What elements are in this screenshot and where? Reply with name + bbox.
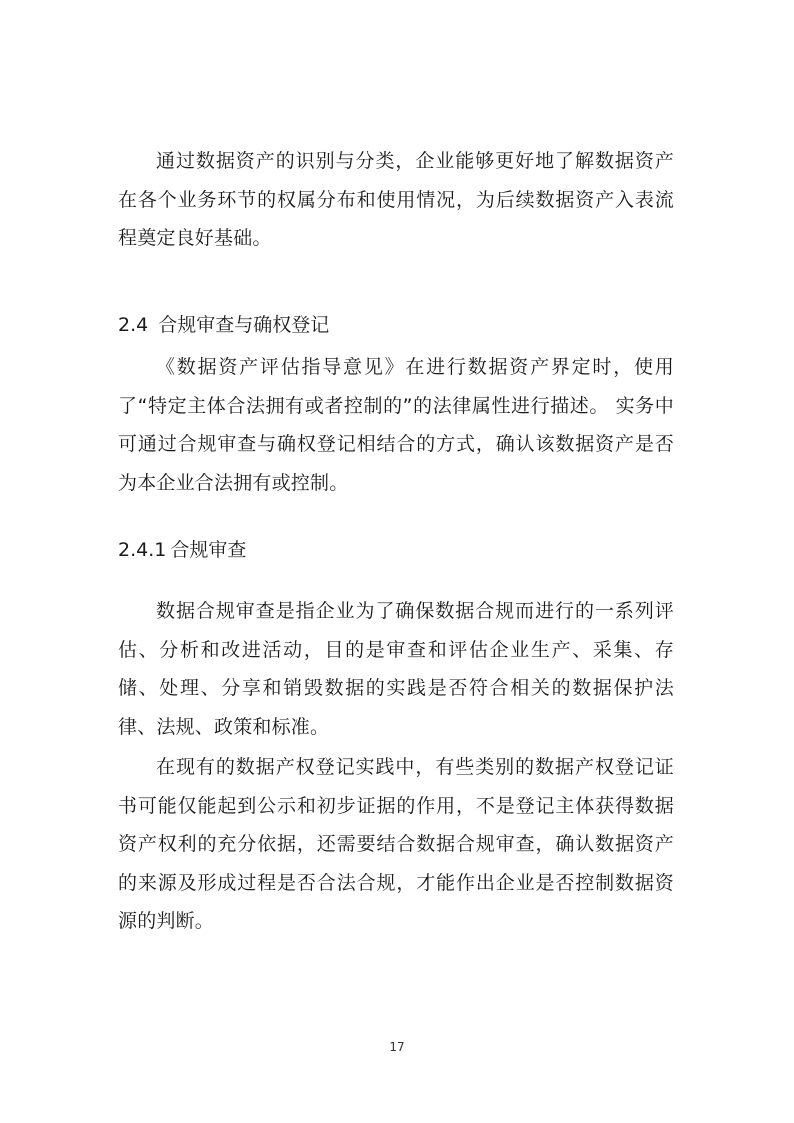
subsection-number: 2.4.1 <box>118 539 167 561</box>
body-paragraph-compliance-review: 数据合规审查是指企业为了确保数据合规而进行的一系列评估、分析和改进活动，目的是审查和评估企业生产、采集、存储、处理、分享和销毁数据的实践是否符合相关的数据保护法律、法规、政策和标准。 <box>118 600 674 738</box>
section-heading-2-4-1 <box>118 535 246 565</box>
subsection-title: 合规审查 <box>170 539 247 561</box>
section-heading-2-4 <box>118 310 329 340</box>
section-number: 2.4 <box>118 314 149 336</box>
body-paragraph-definition: 《数据资产评估指导意见》在进行数据资产界定时，使用了“特定主体合法拥有或者控制的”的法律属性进行描述。 实务中可通过合规审查与确权登记相结合的方式，确认该数据资产是否为本企业合法拥有或控制。 <box>118 356 674 494</box>
body-paragraph-property-registration: 在现有的数据产权登记实践中，有些类别的数据产权登记证书可能仅能起到公示和初步证据的作用，不是登记主体获得数据资产权利的充分依据，还需要结合数据合规审查，确认数据资产的来源及形成过程是否合法合规，才能作出企业是否控制数据资源的判断。 <box>118 756 674 932</box>
section-title: 合规审查与确权登记 <box>158 314 330 336</box>
body-paragraph-intro: 通过数据资产的识别与分类，企业能够更好地了解数据资产在各个业务环节的权属分布和使用情况，为后续数据资产入表流程奠定良好基础。 <box>118 150 674 249</box>
page-number: 17 <box>389 1040 405 1054</box>
